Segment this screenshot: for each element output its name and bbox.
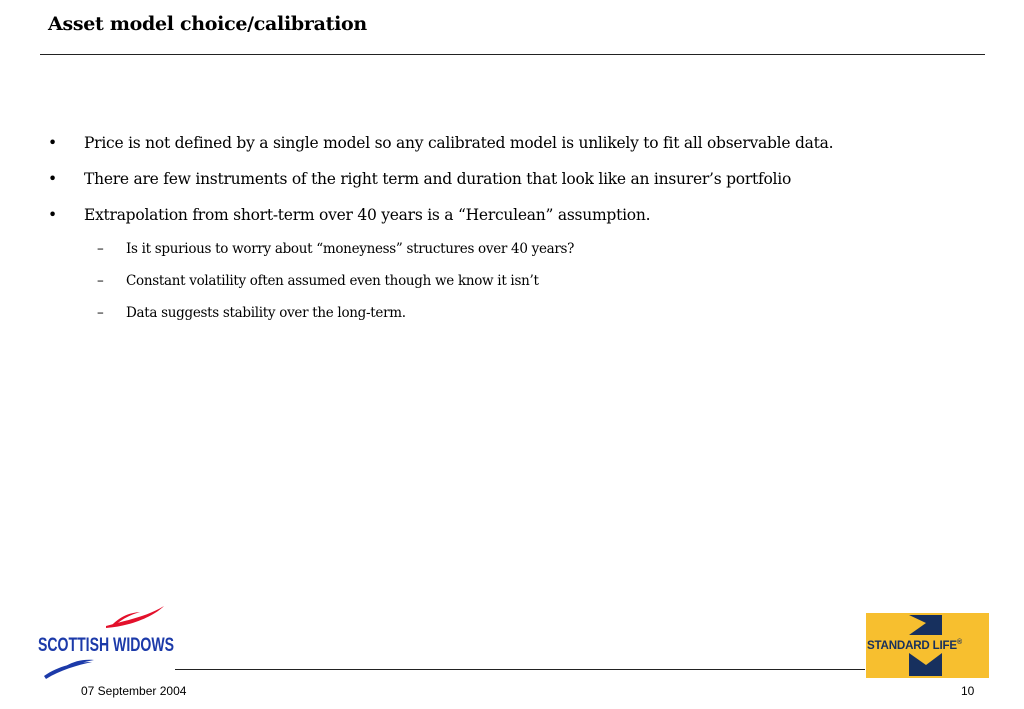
bullet-text: There are few instruments of the right term and duration that look like an insurer’s portfolio [84,170,792,188]
standard-life-logo [866,613,989,678]
footer-date: 07 September 2004 [81,684,187,698]
scottish-widows-logo-icon [36,604,178,682]
sub-bullet-marker: – [97,273,104,289]
bullet-marker: • [48,206,58,224]
sub-bullet-marker: – [97,305,104,321]
title-divider [40,54,985,55]
slide-title: Asset model choice/calibration [48,13,367,35]
scottish-widows-wordmark: SCOTTISH WIDOWS [38,634,174,656]
standard-life-wordmark: STANDARD LIFE [867,639,957,652]
sub-bullet-text: Is it spurious to worry about “moneyness” structures over 40 years? [126,241,575,257]
bullet-marker: • [48,134,58,152]
sub-bullet-text: Constant volatility often assumed even though we know it isn’t [126,273,539,289]
bullet-text: Extrapolation from short-term over 40 years is a “Herculean” assumption. [84,206,651,224]
footer-divider [175,669,865,670]
sub-bullet-text: Data suggests stability over the long-term. [126,305,406,321]
sub-bullet-marker: – [97,241,104,257]
bullet-text: Price is not defined by a single model so any calibrated model is unlikely to fit all observable data. [84,134,834,152]
scottish-widows-logo [36,604,178,682]
bullet-marker: • [48,170,58,188]
page-number: 10 [961,684,975,698]
registered-mark: ® [956,639,962,647]
